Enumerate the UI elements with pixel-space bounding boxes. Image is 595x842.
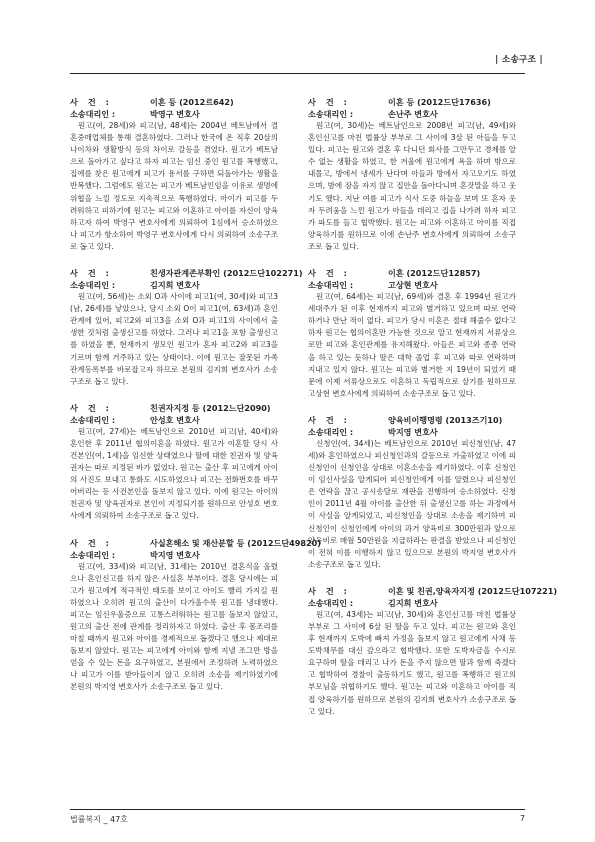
case-title	[308, 585, 558, 597]
lawyer-label: 소송대리인 :	[308, 426, 354, 437]
lawyer-line	[308, 426, 516, 438]
lawyer-line	[308, 108, 516, 120]
case-label: 사 건 :	[308, 585, 351, 596]
case-label: 사 건 :	[308, 414, 351, 425]
header-rule	[70, 73, 525, 74]
lawyer-name: 박지영 변호사	[150, 549, 200, 560]
case-number: 양육비이행명령 (2013즈기10)	[388, 414, 503, 425]
lawyer-line	[70, 414, 278, 426]
case-number: 친생자관계존부확인 (2012드단102271)	[150, 268, 303, 279]
case-title	[70, 267, 303, 279]
lawyer-label: 소송대리인 :	[70, 549, 116, 560]
lawyer-line	[70, 279, 278, 291]
case-title	[308, 96, 516, 108]
left-column	[70, 96, 321, 708]
lawyer-name: 안성호 변호사	[150, 414, 200, 425]
case-title	[70, 96, 278, 108]
case-number: 사실혼해소 및 재산분할 등 (2012드단49820)	[150, 537, 321, 548]
case-label: 사 건 :	[308, 268, 351, 279]
case-entry	[308, 414, 516, 571]
lawyer-line	[70, 108, 278, 120]
case-description: 원고(여, 28세)와 피고(남, 48세)는 2004년 베트남에서 결혼중매업체를 통해 결혼하였다. 그러나 한국에 온 직후 20살의 나이차와 생활방식 등의 차이로 갈등을 겪었다. 원고가 베트남으로 돌아가고 싶다고 하자 피고는 임신 중인 원고를 폭행했고, 집에를 찾은 원고에게 피고가 용서를 구하면 되돌아가는 생활을 반복했다. 그럼에도 원고는 피고가 베트남인임을 이유로 생명에 위협을 느낄 정도로 지속적으로 폭행하였다. 아이가 피고를 두려워하고 피하기에 원고는 피고와 이혼하고 아이를 자신이 양육하고자 하여 박영구 변호사에게 의뢰하여 1심에서 승소하였으나 피고가 항소하여 박영구 변호사에게 다시 의뢰하여 소송구조로 돕고 있다.	[70, 121, 278, 251]
lawyer-name: 박영구 변호사	[150, 109, 200, 119]
case-title	[308, 267, 516, 279]
lawyer-line	[308, 279, 516, 291]
case-description: 원고(여, 27세)는 베트남인으로 2010년 피고(남, 40세)와 혼인한 후 2011년 협의이혼을 하였다. 원고가 이혼할 당시 사건본인(여, 1세)을 임신한 상태였으나 딸에 대한 친권자 및 양육권자는 따로 지정된 바가 없었다. 원고는 출산 후 피고에게 아이의 사진도 보내고 통화도 시도하였으나 피고는 전화번호를 바꾸어버리는 등 사건본인을 돌보지 않고 있다. 이에 원고는 아이의 친권자 및 양육권자로 본인이 지정되기를 원하므로 안성호 변호사에게 의뢰하여 소송구조로 돕고 있다.	[70, 426, 278, 521]
lawyer-name: 손난주 변호사	[388, 109, 438, 119]
lawyer-label: 소송대리인 :	[70, 280, 116, 291]
case-description: 원고(여, 43세)는 피고(남, 30세)와 혼인신고를 마친 법률상 부부로 그 사이에 6살 된 딸을 두고 있다. 피고는 원고와 혼인 후 현재까지 도박에 빠져 가정을 돌보지 않고 원고에게 사채 등 도박채무를 대신 갚으라고 협박했다. 또한 도박자금을 수시로 요구하며 딸을 데리고 나가 돈을 주지 않으면 딸과 함께 죽겠다고 협박하여 경찰이 출동하기도 했고, 원고를 폭행하고 원고의 부모님을 위협하기도 했다. 원고는 피고와 이혼하고 아이를 직접 양육하기를 원하므로 본원의 김지희 변호사가 소송구조로 돕고 있다.	[308, 609, 516, 716]
case-number: 이혼 및 친권,양육자지정 (2012드단107221)	[388, 585, 558, 596]
case-entry	[70, 96, 278, 253]
lawyer-label: 소송대리인 :	[308, 597, 354, 608]
case-label: 사 건 :	[70, 268, 113, 279]
footer-rule	[70, 809, 525, 810]
case-title	[70, 537, 321, 549]
page-number: 7	[519, 814, 525, 823]
case-title	[308, 414, 516, 426]
case-entry	[70, 402, 278, 523]
case-label: 사 건 :	[70, 97, 113, 107]
case-description: 신청인(여, 34세)는 베트남인으로 2010년 피신청인(남, 47세)와 혼인하였으나 피신청인과의 갈등으로 가출하였고 이에 피신청인이 신청인을 상대로 이혼소송을 제기하였다. 이후 신청인이 임신사실을 알게되어 피신청인에게 이를 알렸으나 피신청인은 연락을 끊고 공시송달로 재판을 진행하여 승소하였다. 신청인이 2011년 4월 아이를 출산한 뒤 출생신고를 하는 과정에서 이 사실을 알게되었고, 피신청인을 상대로 소송을 제기하여 피신청인이 신청인에게 아이의 과거 양육비로 300만원과 앞으로 양육비로 매월 50만원을 지급하라는 판결을 받았으나 피신청인이 전혀 이를 이행하지 않고 있으므로 본원의 박지영 변호사가 소송구조로 돕고 있다.	[308, 438, 516, 569]
case-number: 이혼 등 (2012드단17636)	[388, 97, 491, 107]
case-description: 원고(여, 56세)는 소외 O과 사이에 피고1(여, 30세)와 피고3(남, 26세)를 낳았으나, 당시 소외 O이 피고1(여, 63세)과 혼인관계에 있어, 피고2와 피고3을 소외 O과 피고1의 사이에서 출생한 것처럼 출생신고를 하였다. 그러나 피고1을 포함 출생신고를 하였을 뿐, 현재까지 생모인 원고가 혼자 피고2와 피고3을 기르며 함께 거주하고 있는 상태이다. 이에 원고는 잘못된 가족관계등록부를 바로잡고자 하므로 본원의 김지희 변호사가 소송구조로 돕고 있다.	[70, 292, 278, 386]
case-label: 사 건 :	[70, 537, 113, 548]
case-entry	[70, 267, 303, 388]
case-description: 원고(여, 64세)는 피고(남, 69세)와 결혼 후 1994년 원고가 세대주가 된 이후 현재까지 피고와 별거하고 있으며 따로 연락하거나 만난 적이 없다. 피고가 당시 이혼은 절대 해줄수 없다고 하자 원고는 협의이혼만 가능한 것으로 알고 현재까지 서류상으로만 피고와 혼인관계를 유지해왔다. 아들은 피고와 종종 연락을 하고 있는 듯하나 딸은 대학 졸업 후 피고와 따로 연락하며 지내고 있지 않다. 원고는 피고와 별거한 지 19년이 되었기 때문에 이제 서류상으로도 이혼하고 독립적으로 살기를 원하므로 고상현 변호사에게 의뢰하여 소송구조로 돕고 있다.	[308, 292, 516, 398]
footer-publication: 법률복지 _ 47호	[70, 815, 128, 824]
case-label: 사 건 :	[70, 402, 113, 413]
case-entry	[308, 267, 516, 400]
case-title	[70, 402, 278, 414]
case-entry	[70, 537, 321, 694]
lawyer-line	[308, 597, 516, 609]
lawyer-label: 소송대리인 :	[308, 109, 354, 119]
case-description: 원고(여, 30세)는 베트남인으로 2008년 피고(남, 49세)와 혼인신고를 마친 법률상 부부로 그 사이에 3살 된 아들을 두고 있다. 피고는 원고와 결혼 후 다니던 회사를 그만두고 경제를 알 수 없는 생활을 하였고, 한 겨울에 원고에게 욕을 하며 밖으로 내몰고, 방에서 냉세가 난다며 아들과 방에서 자고오기도 하였으며, 밤에 잠을 자지 않고 집안을 돌아다니며 혼잣말을 하고 웃기도 했다. 지난 여름 피고가 식사 도중 하늘을 보며 또 혼자 웃자 두려움을 느낀 원고가 아들을 데리고 집을 나가려 하자 피고가 파도를 들고 협박했다. 원고는 피고와 이혼하고 아이를 직접 양육하기를 원하므로 이에 손난주 변호사에게 의뢰하여 소송구조로 돕고 있다.	[308, 121, 516, 251]
case-number: 친권자지정 등 (2012느단2090)	[150, 402, 271, 413]
section-tag: | 소송구조 |	[495, 55, 543, 65]
lawyer-line	[70, 549, 278, 561]
lawyer-name: 고상현 변호사	[388, 280, 438, 291]
lawyer-label: 소송대리인 :	[70, 414, 116, 425]
case-description: 원고(여, 33세)와 피고(남, 31세)는 2010년 결혼식을 올렸으나 혼인신고를 하지 않은 사실혼 부부이다. 결혼 당시에는 피고가 원고에게 적극적인 태도를 보이고 아이도 빨리 가지길 원하였으나 오히려 원고의 출산이 다가올수록 원고를 냉대했다. 피고는 임신우울증으로 고통스러워하는 원고를 돌보지 않았고, 원고의 출산 전에 관계를 정리하자고 하였다. 출산 후 몸조리를 마칠 때까지 원고와 아이를 경제적으로 돕겠다고 했으나 제대로 돌보지 않았다. 원고는 피고에게 아이와 함께 지낼 조그만 방을 얻을 수 있는 돈을 요구하였고, 본원에서 조정하려 노력하였으나 피고가 이를 받아들이지 않고 오히려 소송을 제기하였기에 본원의 박지영 변호사가 소송구조로 돕고 있다.	[70, 561, 278, 692]
case-entry	[308, 585, 558, 718]
right-column	[308, 96, 558, 732]
lawyer-label: 소송대리인 :	[308, 280, 354, 291]
lawyer-name: 박지영 변호사	[388, 426, 438, 437]
lawyer-name: 김지희 변호사	[150, 280, 200, 291]
case-number: 이혼 등 (2012르642)	[150, 97, 234, 107]
case-number: 이혼 (2012드단12857)	[388, 268, 481, 279]
case-label: 사 건 :	[308, 97, 351, 107]
case-entry	[308, 96, 516, 253]
lawyer-name: 김지희 변호사	[388, 597, 438, 608]
lawyer-label: 소송대리인 :	[70, 109, 116, 119]
